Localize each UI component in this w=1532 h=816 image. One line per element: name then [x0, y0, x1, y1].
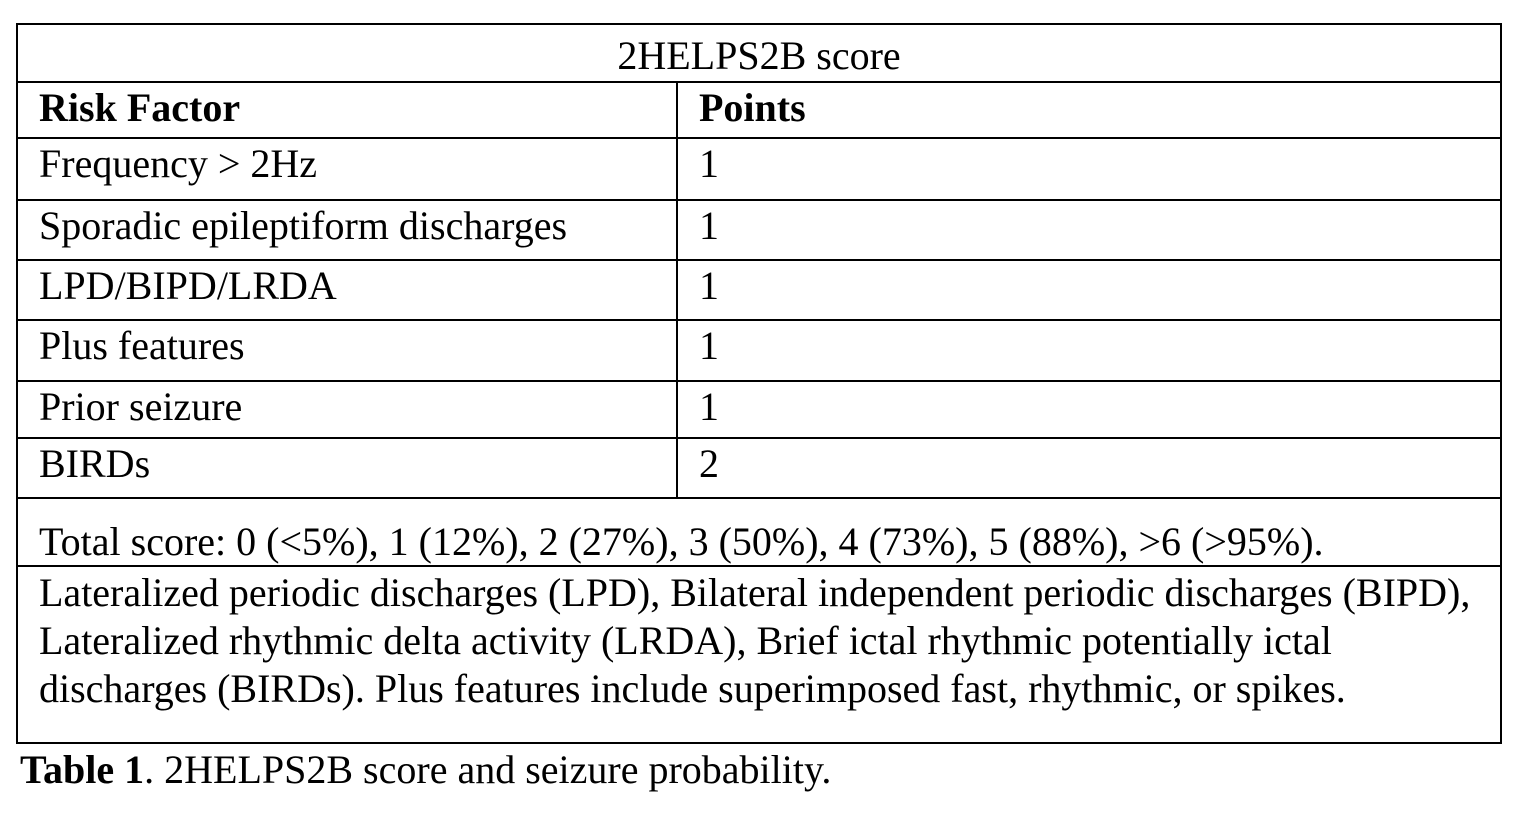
points-cell: 2: [699, 441, 719, 486]
points-cell: 1: [699, 384, 719, 429]
risk-factor-cell: Frequency > 2Hz: [18, 139, 678, 199]
total-score-row: Total score: 0 (<5%), 1 (12%), 2 (27%), 3 (50%), 4 (73%), 5 (88%), >6 (>95%).: [18, 499, 1500, 567]
table-header-row: [18, 83, 1500, 139]
abbreviation-notes: Lateralized periodic discharges (LPD), Bilateral independent periodic discharges (BIPD), Lateralized rhythmic delta activity (LRDA), Brief ictal rhythmic potentially ictal discharges (BIRDs). Plus features include superimposed fast, rhythmic, or spikes.: [39, 570, 1471, 711]
points-cell: 1: [699, 203, 719, 248]
risk-factor-cell: Prior seizure: [18, 382, 678, 437]
caption-text: . 2HELPS2B score and seizure probability.: [144, 747, 832, 792]
risk-factor-cell: LPD/BIPD/LRDA: [18, 261, 678, 319]
score-table: [16, 23, 1502, 744]
header-points: Points: [699, 85, 806, 130]
table-row: [18, 261, 1500, 321]
table-row: [18, 139, 1500, 201]
points-cell: 1: [699, 323, 719, 368]
points-cell: 1: [699, 263, 719, 308]
header-risk-factor: Risk Factor: [18, 83, 678, 137]
table-row: [18, 201, 1500, 261]
table-row: [18, 321, 1500, 382]
caption-label: Table 1: [20, 747, 145, 792]
points-cell: 1: [699, 141, 719, 186]
risk-factor-cell: Sporadic epileptiform discharges: [18, 201, 678, 259]
table-row: [18, 382, 1500, 439]
table-row: [18, 439, 1500, 499]
risk-factor-cell: BIRDs: [18, 439, 678, 497]
risk-factor-cell: Plus features: [18, 321, 678, 380]
table-caption: [20, 745, 831, 795]
table-title: 2HELPS2B score: [18, 25, 1500, 83]
